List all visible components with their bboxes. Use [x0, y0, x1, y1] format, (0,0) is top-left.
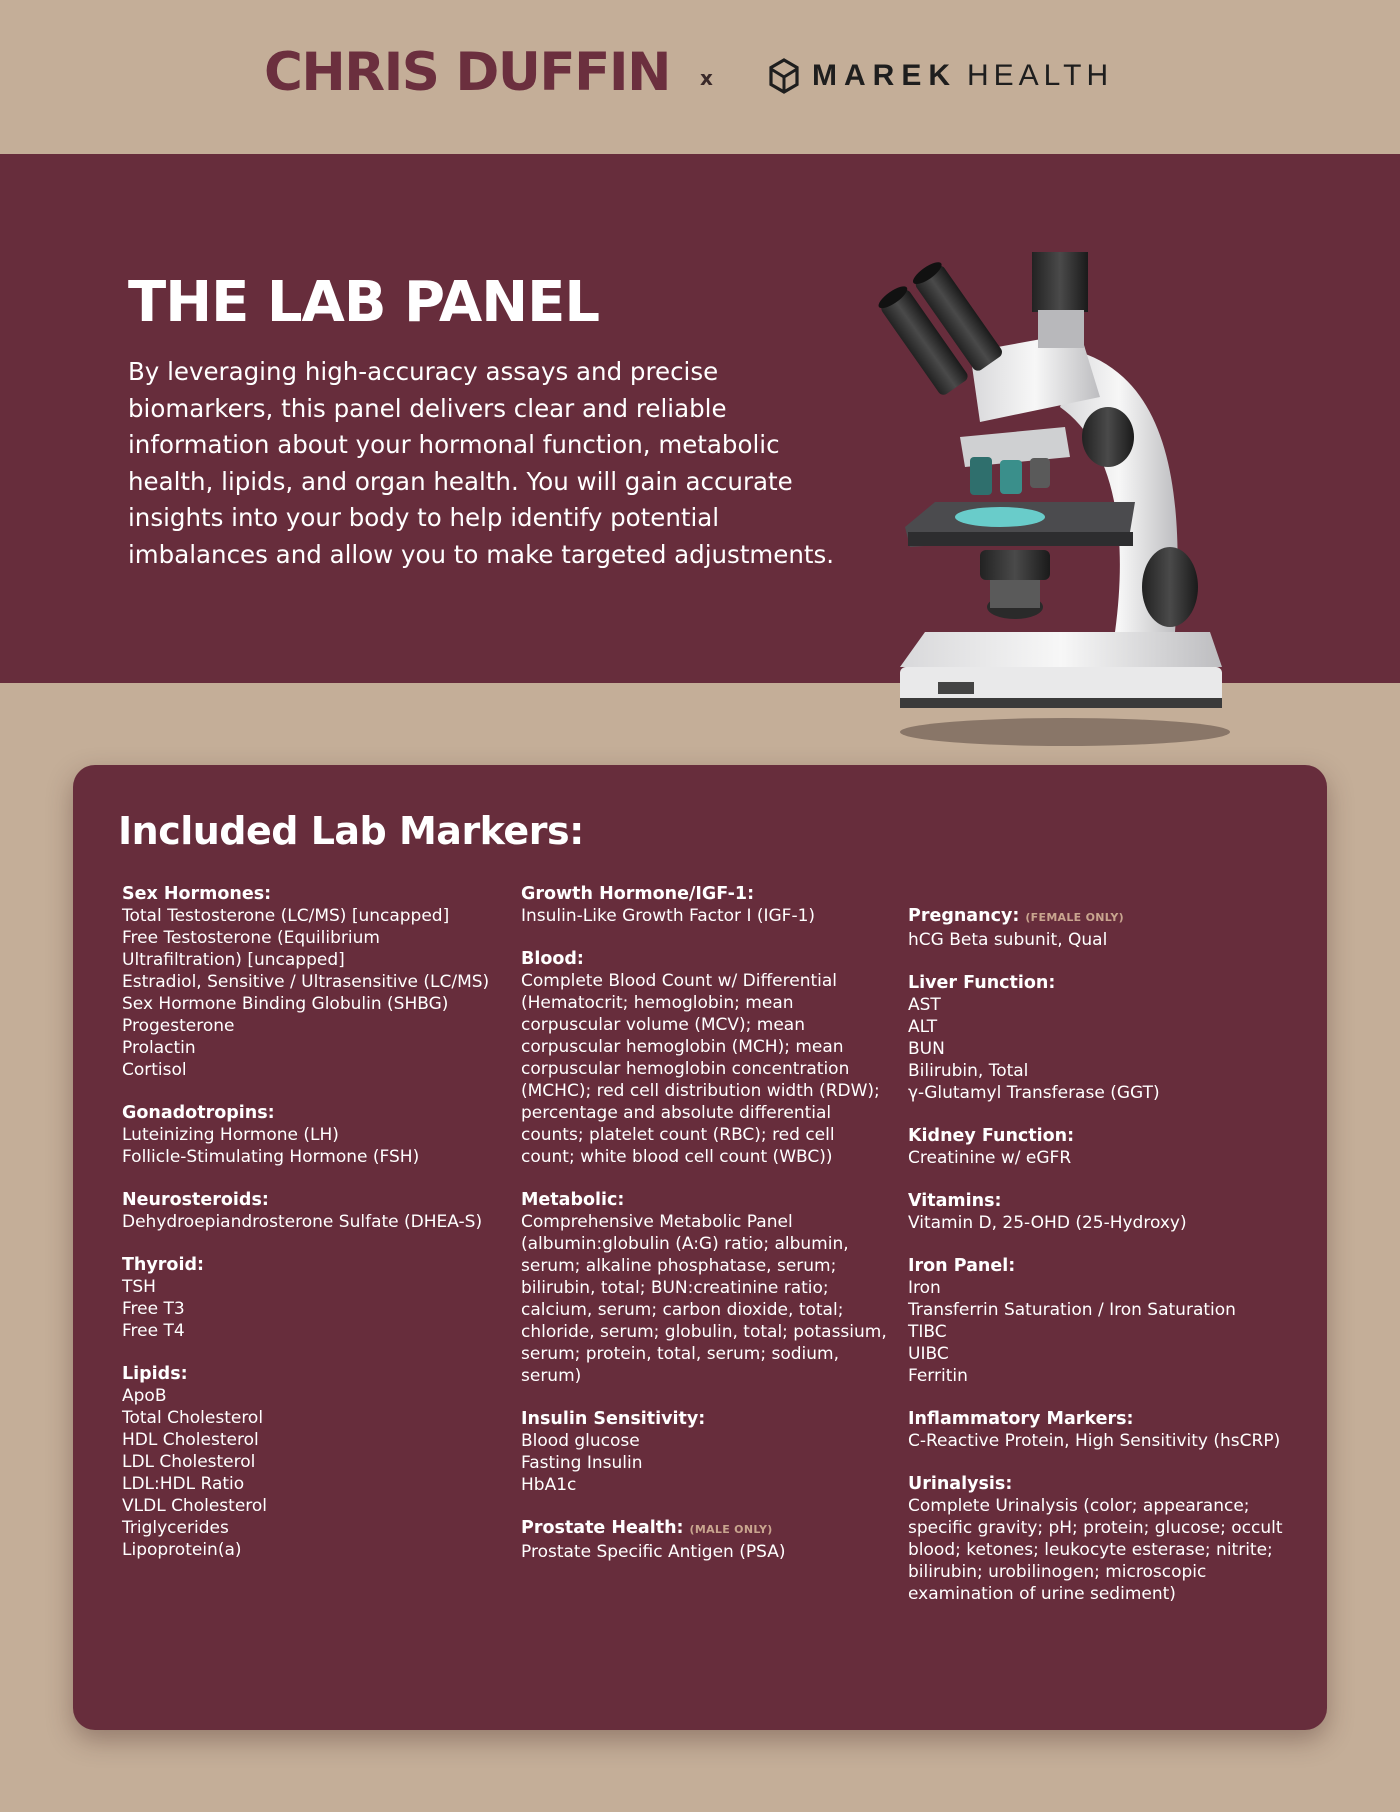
- marker-section-heading: [122, 1254, 502, 1276]
- marker-item: Vitamin D, 25-OHD (25-Hydroxy): [908, 1213, 1187, 1233]
- marker-item: HbA1c: [521, 1475, 577, 1495]
- marker-section-heading: [122, 1189, 502, 1211]
- marker-item: ApoB: [122, 1386, 167, 1406]
- marker-item: Dehydroepiandrosterone Sulfate (DHEA-S): [122, 1212, 483, 1232]
- marker-item: Prostate Specific Antigen (PSA): [521, 1542, 786, 1562]
- marker-section-heading-text: Thyroid:: [122, 1255, 204, 1275]
- marker-item: Luteinizing Hormone (LH): [122, 1125, 339, 1145]
- marker-section-heading-text: Neurosteroids:: [122, 1190, 269, 1210]
- marker-section-qualifier: (MALE ONLY): [689, 1523, 773, 1536]
- marker-section: [122, 1102, 502, 1168]
- marker-item: Comprehensive Metabolic Panel (albumin:globulin (A:G) ratio; albumin, serum; alkaline phosphatase, serum; bilirubin, total; BUN:creatinine ratio; calcium, serum; carbon dioxide, total; chloride, serum; globulin, total; potassium, serum; protein, total, serum; sodium, serum): [521, 1212, 887, 1386]
- hero-title: THE LAB PANEL: [128, 270, 600, 335]
- brand-separator: x: [700, 66, 713, 90]
- marker-section: [521, 1408, 891, 1496]
- marker-item: AST: [908, 995, 941, 1015]
- marker-section-heading-text: Metabolic:: [521, 1190, 625, 1210]
- marker-section: [521, 1517, 891, 1563]
- marker-item: Total Testosterone (LC/MS) [uncapped]: [122, 906, 450, 926]
- marek-health-logo: [768, 58, 1113, 94]
- marker-section-heading: [521, 1517, 891, 1541]
- marker-item: BUN: [908, 1039, 945, 1059]
- marker-item: Progesterone: [122, 1016, 235, 1036]
- marker-item: Complete Blood Count w/ Differential (Hematocrit; hemoglobin; mean corpuscular volume (MCV); mean corpuscular hemoglobin (MCH); mean corpuscular hemoglobin concentration (MCHC); red cell distribution width (RDW); percentage and absolute differential counts; platelet count (RBC); red cell count; white blood cell count (WBC)): [521, 971, 880, 1167]
- marker-section-heading-text: Iron Panel:: [908, 1256, 1016, 1276]
- marker-item: Fasting Insulin: [521, 1453, 643, 1473]
- marker-section: [521, 883, 891, 927]
- marker-item: Follicle-Stimulating Hormone (FSH): [122, 1147, 420, 1167]
- marker-section: [908, 905, 1298, 951]
- marker-item: γ-Glutamyl Transferase (GGT): [908, 1083, 1160, 1103]
- marker-section-heading: [908, 1125, 1298, 1147]
- lab-markers-card: [73, 765, 1327, 1730]
- marker-item: Iron: [908, 1278, 941, 1298]
- marker-item: Sex Hormone Binding Globulin (SHBG): [122, 994, 449, 1014]
- marker-item: TIBC: [908, 1322, 947, 1342]
- marker-item: Complete Urinalysis (color; appearance; specific gravity; pH; protein; glucose; occult blood; ketones; leukocyte esterase; nitrite; bilirubin; urobilinogen; microscopic examination of urine sediment): [908, 1496, 1283, 1604]
- marker-item: Triglycerides: [122, 1518, 229, 1538]
- microscope-image: [850, 232, 1230, 752]
- marker-section-heading: [122, 1102, 502, 1124]
- marker-section-heading-text: Kidney Function:: [908, 1126, 1075, 1146]
- marker-section-heading-text: Growth Hormone/IGF-1:: [521, 884, 755, 904]
- marker-section: [908, 1190, 1298, 1234]
- marker-section-heading: [908, 1255, 1298, 1277]
- markers-column-2: [521, 883, 891, 1584]
- marker-item: ALT: [908, 1017, 938, 1037]
- hero-description: By leveraging high-accuracy assays and precise biomarkers, this panel delivers clear and reliable information about your hormonal function, metabolic health, lipids, and organ health. You will gain accurate insights into your body to help identify potential imbalances and allow you to make targeted adjustments.: [128, 357, 835, 569]
- marker-item: Ferritin: [908, 1366, 968, 1386]
- page-header: [0, 0, 1400, 154]
- health-wordmark: HEALTH: [967, 59, 1114, 92]
- chris-duffin-logo: CHRIS DUFFIN: [264, 42, 670, 103]
- marker-item: Cortisol: [122, 1060, 187, 1080]
- marker-item: Transferrin Saturation / Iron Saturation: [908, 1300, 1236, 1320]
- marker-section-heading-text: Gonadotropins:: [122, 1103, 275, 1123]
- marker-section-heading-text: Sex Hormones:: [122, 884, 272, 904]
- marker-item: HDL Cholesterol: [122, 1430, 259, 1450]
- marker-section: [908, 1125, 1298, 1169]
- marker-section-heading: [122, 1363, 502, 1385]
- marker-item: Total Cholesterol: [122, 1408, 264, 1428]
- marker-item: LDL Cholesterol: [122, 1452, 256, 1472]
- marker-section-heading: [908, 972, 1298, 994]
- marker-section-qualifier: (FEMALE ONLY): [1025, 911, 1124, 924]
- markers-column-3: [908, 905, 1298, 1626]
- marek-hexagon-logo-icon: [768, 58, 800, 94]
- marker-item: Prolactin: [122, 1038, 196, 1058]
- marker-section: [521, 948, 891, 1168]
- marker-section-heading: [521, 883, 891, 905]
- marker-item: Lipoprotein(a): [122, 1540, 242, 1560]
- markers-column-1: [122, 883, 502, 1582]
- marker-section-heading: [122, 883, 502, 905]
- marker-item: Free T4: [122, 1321, 185, 1341]
- marker-section-heading: [521, 948, 891, 970]
- marker-section-heading-text: Inflammatory Markers:: [908, 1409, 1134, 1429]
- marker-section-heading-text: Prostate Health:: [521, 1518, 684, 1538]
- marek-wordmark: MAREK: [812, 59, 957, 92]
- marker-section-heading: [908, 1190, 1298, 1212]
- marker-section-heading: [908, 1408, 1298, 1430]
- marker-item: Free Testosterone (Equilibrium Ultrafiltration) [uncapped]: [122, 928, 380, 970]
- marker-item: TSH: [122, 1277, 156, 1297]
- marker-item: Estradiol, Sensitive / Ultrasensitive (LC/MS): [122, 972, 490, 992]
- marker-section: [908, 972, 1298, 1104]
- marker-section-heading-text: Insulin Sensitivity:: [521, 1409, 706, 1429]
- marker-section-heading-text: Pregnancy:: [908, 906, 1020, 926]
- marker-section: [908, 1255, 1298, 1387]
- marker-section: [521, 1189, 891, 1387]
- marker-item: hCG Beta subunit, Qual: [908, 930, 1108, 950]
- marker-section-heading-text: Urinalysis:: [908, 1474, 1013, 1494]
- marker-item: UIBC: [908, 1344, 949, 1364]
- marker-section-heading: [521, 1408, 891, 1430]
- marker-section-heading: [908, 905, 1298, 929]
- marker-item: Free T3: [122, 1299, 185, 1319]
- lab-markers-title: Included Lab Markers:: [118, 809, 584, 853]
- marker-item: Blood glucose: [521, 1431, 640, 1451]
- marker-section-heading-text: Lipids:: [122, 1364, 188, 1384]
- marker-section: [122, 1189, 502, 1233]
- marker-item: VLDL Cholesterol: [122, 1496, 268, 1516]
- marker-item: Creatinine w/ eGFR: [908, 1148, 1072, 1168]
- marker-item: Insulin-Like Growth Factor I (IGF-1): [521, 906, 816, 926]
- marker-section-heading: [521, 1189, 891, 1211]
- marker-section: [908, 1473, 1298, 1605]
- marker-section: [122, 883, 502, 1081]
- marker-item: C-Reactive Protein, High Sensitivity (hsCRP): [908, 1431, 1281, 1451]
- marker-section-heading-text: Blood:: [521, 949, 584, 969]
- marker-section: [122, 1363, 502, 1561]
- marker-section: [908, 1408, 1298, 1452]
- marker-item: Bilirubin, Total: [908, 1061, 1029, 1081]
- marker-section: [122, 1254, 502, 1342]
- marker-section-heading-text: Liver Function:: [908, 973, 1056, 993]
- marker-section-heading-text: Vitamins:: [908, 1191, 1002, 1211]
- marker-item: LDL:HDL Ratio: [122, 1474, 245, 1494]
- marker-section-heading: [908, 1473, 1298, 1495]
